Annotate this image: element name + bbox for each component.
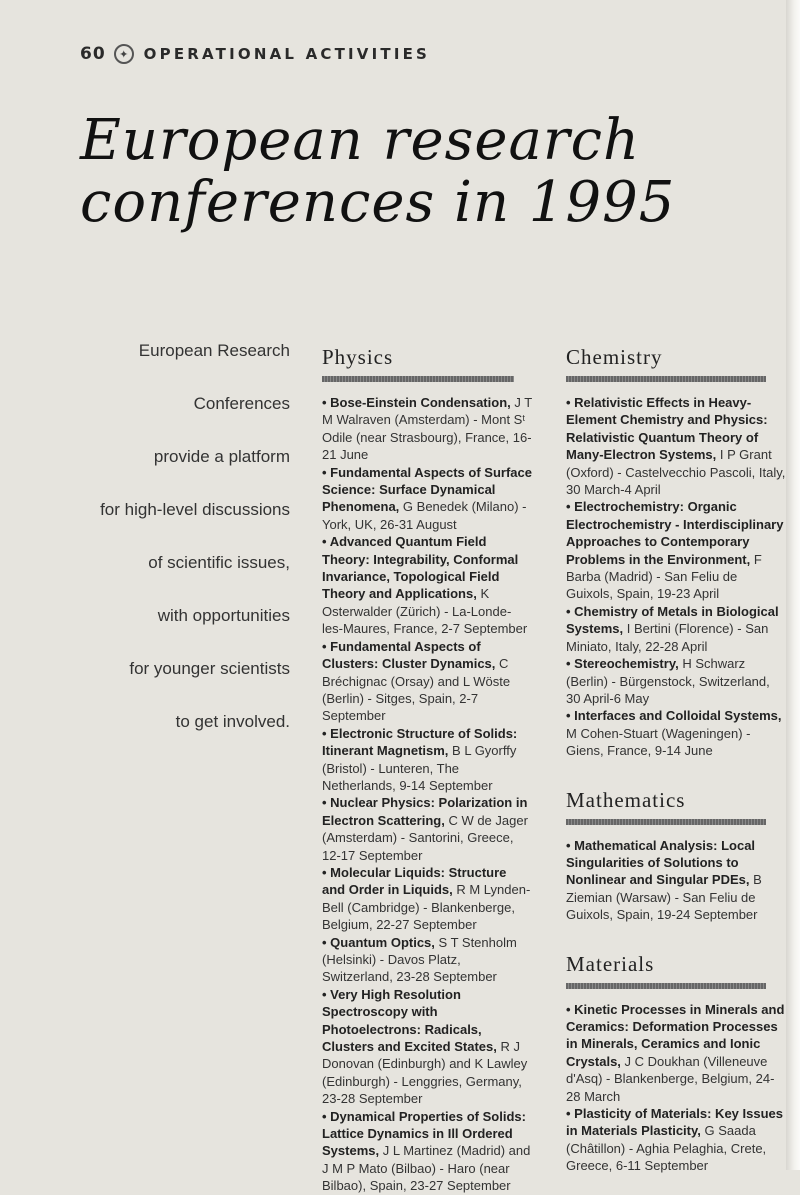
conference-details: R M Lynden-Bell (Cambridge) - Blankenberge, Belgium, 22-27 September [322,882,531,933]
materials-section [566,952,786,1175]
page-title [80,110,675,234]
conference-entry [322,394,532,464]
conference-entry [322,794,532,864]
conference-topic: Fundamental Aspects of Clusters: Cluster Dynamics, [322,638,496,672]
heading-rule [566,376,766,382]
conference-entry [322,986,532,1108]
conference-topic: Plasticity of Materials: Key Issues in Materials Plasticity, [566,1106,783,1139]
bullet-icon: • [566,837,575,853]
conference-topic: Fundamental Aspects of Surface Science: Surface Dynamical Phenomena, [322,464,532,515]
conference-topic: Chemistry of Metals in Biological Systems, [566,603,779,637]
conference-topic: Electronic Structure of Solids: Itinerant Magnetism, [322,725,518,759]
conference-topic: Molecular Liquids: Structure and Order in Liquids, [322,864,507,898]
bullet-icon: • [566,1001,575,1017]
chemistry-section [566,345,786,760]
section-title: OPERATIONAL ACTIVITIES [143,45,431,63]
heading-rule [566,819,766,825]
bullet-icon: • [322,864,331,880]
materials-heading: Materials [566,951,655,976]
conference-entry [322,725,532,795]
physics-list [322,394,532,1195]
bullet-icon: • [322,638,331,654]
conference-details: G Benedek (Milano) - York, UK, 26-31 August [322,499,527,532]
conference-entry [322,1108,532,1195]
conference-topic: Stereochemistry, [574,656,679,672]
conference-topic: Relativistic Effects in Heavy-Element Chemistry and Physics: Relativistic Quantum Theory of Many-Electron Systems, [566,395,768,463]
conference-topic: Mathematical Analysis: Local Singularities of Solutions to Nonlinear and Singular PDEs, [566,837,756,888]
intro-line: European Research [138,341,290,360]
conference-details: K Osterwalder (Zürich) - La-Londe-les-Maures, France, 2-7 September [322,586,528,637]
conference-details: S T Stenholm (Helsinki) - Davos Platz, Switzerland, 23-28 September [322,934,517,985]
bullet-icon: • [322,986,331,1002]
bullet-icon: • [566,708,575,724]
conference-entry [566,394,786,498]
page-header [80,42,430,66]
intro-line: for high-level discussions [100,500,290,519]
materials-list [566,1001,786,1175]
conference-topic: Very High Resolution Spectroscopy with Photoelectrons: Radicals, Clusters and Excited States, [322,986,497,1055]
conference-details: C W de Jager (Amsterdam) - Santorini, Greece, 12-17 September [322,812,528,863]
conference-details: F Barba (Madrid) - San Feliu de Guixols, Spain, 19-23 April [566,551,762,602]
conference-entry [566,1001,786,1105]
conference-details: J C Doukhan (Villeneuve d'Asq) - Blankenberge, Belgium, 24-28 March [566,1053,775,1104]
conference-topic: Advanced Quantum Field Theory: Integrability, Conformal Invariance, Topological Field Theory and Applications, [322,534,519,602]
heading-rule [566,983,766,989]
conference-details: I P Grant (Oxford) - Castelvecchio Pascoli, Italy, 30 March-4 April [566,447,786,498]
conference-details: R J Donovan (Edinburgh) and K Lawley (Edinburgh) - Lenggries, Germany, 23-28 September [322,1039,528,1107]
conference-details: C Bréchignac (Orsay) and L Wöste (Berlin) - Sitges, Spain, 2-7 September [322,656,511,724]
bullet-icon: • [566,656,575,672]
conference-details: I Bertini (Florence) - San Miniato, Italy, 22-28 April [566,621,769,654]
conference-topic: Dynamical Properties of Solids: Lattice Dynamics in Ill Ordered Systems, [322,1108,526,1159]
conference-entry [322,533,532,637]
conference-details: B L Gyorffy (Bristol) - Lunteren, The Netherlands, 9-14 September [322,743,517,793]
mathematics-section [566,788,786,924]
bullet-icon: • [322,934,331,950]
title-line-2: conferences in 1995 [80,170,676,235]
intro-line: Conferences [193,394,290,413]
conference-entry [322,464,532,534]
conference-details: G Saada (Châtillon) - Aghia Pelaghia, Crete, Greece, 6-11 September [566,1123,767,1174]
bullet-icon: • [566,1106,575,1121]
bullet-icon: • [322,1108,331,1124]
conference-topic: Bose-Einstein Condensation, [330,395,511,410]
conference-topic: Nuclear Physics: Polarization in Electron Scattering, [322,795,528,828]
bullet-icon: • [566,499,575,515]
page-number: 60 [80,44,106,64]
conference-topic: Quantum Optics, [330,934,435,950]
physics-heading: Physics [322,345,394,369]
physics-column [322,345,532,1195]
conference-topic: Electrochemistry: Organic Electrochemistry - Interdisciplinary Approaches to Contemporary Problems in the Environment, [566,499,784,567]
heading-rule [322,376,514,382]
conference-entry [566,707,786,759]
org-emblem-icon: ✦ [114,44,134,64]
right-column [566,345,786,1175]
bullet-icon: • [322,795,331,811]
conference-entry [322,864,532,934]
mathematics-list [566,837,786,924]
chemistry-list [566,394,786,760]
chemistry-heading: Chemistry [566,345,663,369]
page-edge [786,0,800,1170]
intro-line: to get involved. [175,712,290,731]
bullet-icon: • [566,603,575,619]
title-line-1: European research [80,108,641,173]
bullet-icon: • [322,534,330,550]
conference-entry [566,1105,786,1175]
conference-details: J T M Walraven (Amsterdam) - Mont Sᵗ Odile (near Strasbourg), France, 16-21 June [322,395,532,463]
conference-details: J L Martinez (Madrid) and J M P Mato (Bilbao) - Haro (near Bilbao), Spain, 23-27 September [322,1143,531,1194]
bullet-icon: • [322,464,331,480]
bullet-icon: • [566,395,575,410]
intro-line: for younger scientists [129,659,290,678]
conference-topic: Interfaces and Colloidal Systems, [574,708,782,724]
conference-entry [566,655,786,707]
intro-line: with opportunities [157,606,290,625]
bullet-icon: • [322,725,331,741]
conference-details: B Ziemian (Warsaw) - San Feliu de Guixols, Spain, 19-24 September [566,872,762,923]
intro-line: provide a platform [153,447,290,466]
conference-entry [566,603,786,655]
conference-topic: Kinetic Processes in Minerals and Ceramics: Deformation Processes in Minerals, Ceramics and Ionic Crystals, [566,1001,785,1069]
intro-text [100,340,290,764]
conference-entry [322,638,532,725]
bullet-icon: • [322,395,331,410]
conference-details: H Schwarz (Berlin) - Bürgenstock, Switzerland, 30 April-6 May [566,656,770,706]
conference-entry [322,934,532,986]
conference-details: M Cohen-Stuart (Wageningen) - Giens, France, 9-14 June [566,725,751,759]
conference-entry [566,498,786,602]
conference-entry [566,837,786,924]
intro-line: of scientific issues, [148,553,290,572]
mathematics-heading: Mathematics [566,787,686,812]
